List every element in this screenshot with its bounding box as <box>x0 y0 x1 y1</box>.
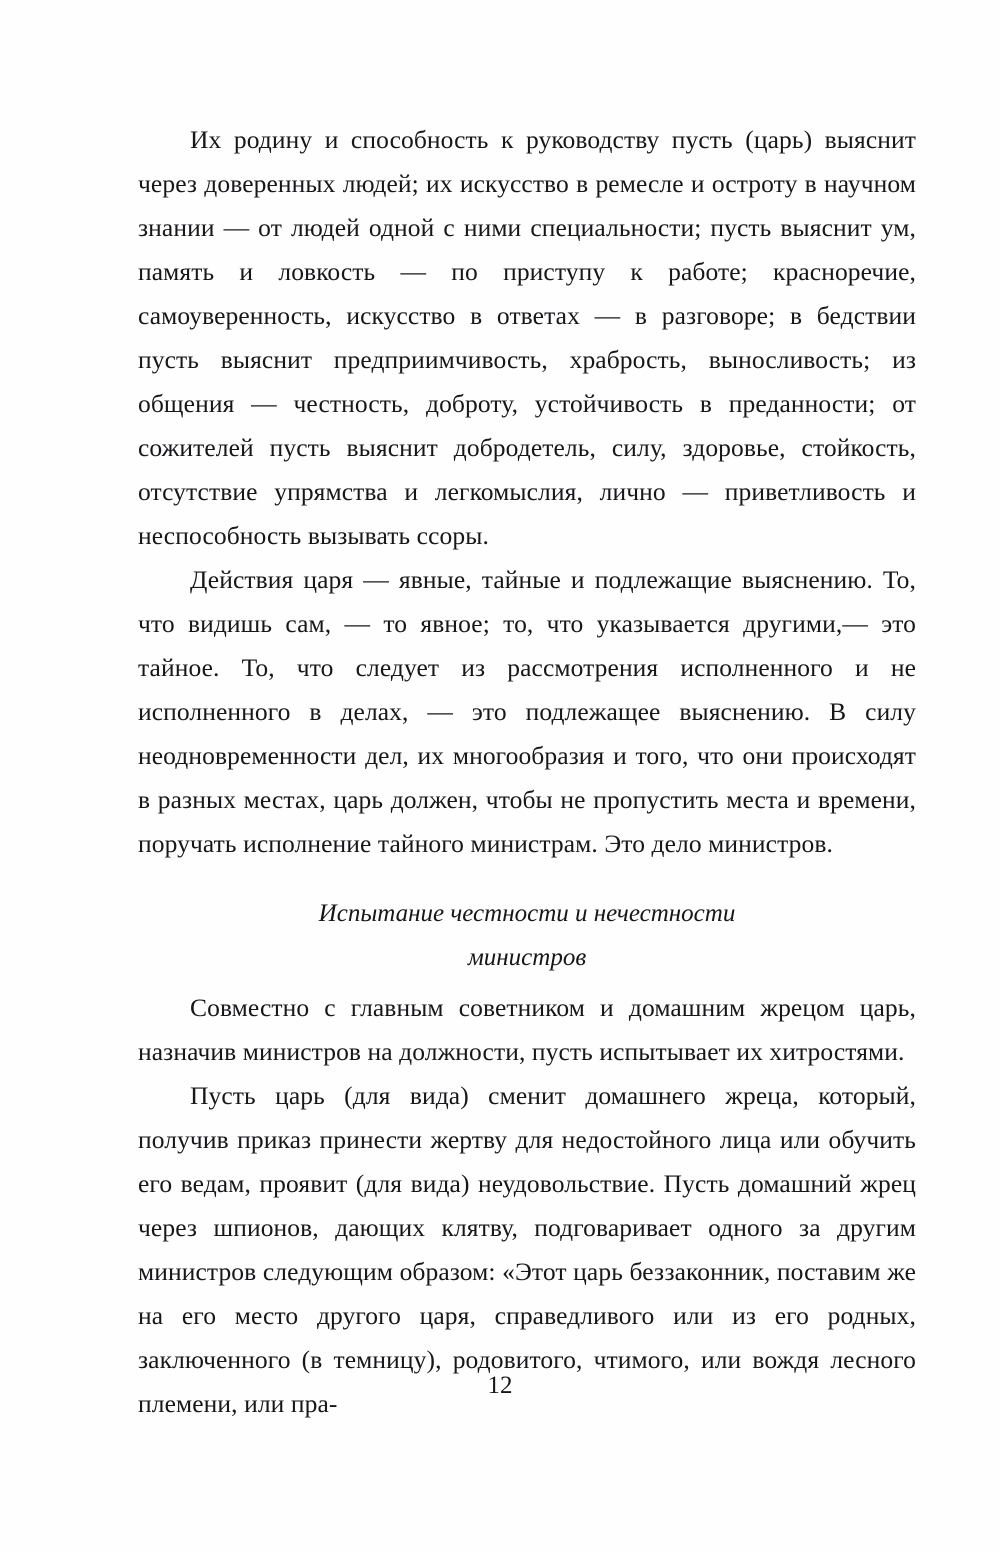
paragraph: Пусть царь (для вида) сменит домашнего жреца, который, получив приказ принести жертву для недостойного лица или обучить его ведам, проявит (для вида) неудовольствие. Пусть домашний жрец через шпионов, дающих клятву, подговаривает одного за другим министров следующим образом: «Этот царь беззаконник, поставим же на его место другого царя, справедливого или из его родных, заключенного (в темницу), родовитого, чтимого, или вождя лесного племени, или пра- <box>138 1081 916 1418</box>
paragraph: Совместно с главным советником и домашним жрецом царь, назначив министров на должности, пусть испытывает их хитростями. <box>138 993 916 1066</box>
body-text-column <box>138 118 916 1426</box>
section-heading <box>138 892 916 980</box>
paragraph: Действия царя — явные, тайные и подлежащие выяснению. То, что видишь сам, — то явное; то, что указывается другими,— это тайное. То, что следует из рассмотрения исполненного и не исполненного в делах, — это подлежащее выяснению. В силу неодновременности дел, их многообразия и того, что они происходят в разных местах, царь должен, чтобы не пропустить места и времени, поручать исполнение тайного министрам. Это дело министров. <box>138 565 916 858</box>
paragraph: Их родину и способность к руководству пусть (царь) выяснит через доверенных людей; их искусство в ремесле и остроту в научном знании — от людей одной с ними специальности; пусть выяснит ум, память и ловкость — по приступу к работе; красноречие, самоуверенность, искусство в ответах — в разговоре; в бедствии пусть выяснит предприимчивость, храбрость, выносливость; из общения — честность, доброту, устойчивость в преданности; от сожителей пусть выяснит добродетель, силу, здоровье, стойкость, отсутствие упрямства и легкомыслия, лично — приветливость и неспособность вызывать ссоры. <box>138 125 916 550</box>
section-heading-line-2: министров <box>467 944 587 971</box>
section-heading-line-1: Испытание честности и нечестности <box>318 900 736 927</box>
page-number: 12 <box>487 1372 513 1399</box>
